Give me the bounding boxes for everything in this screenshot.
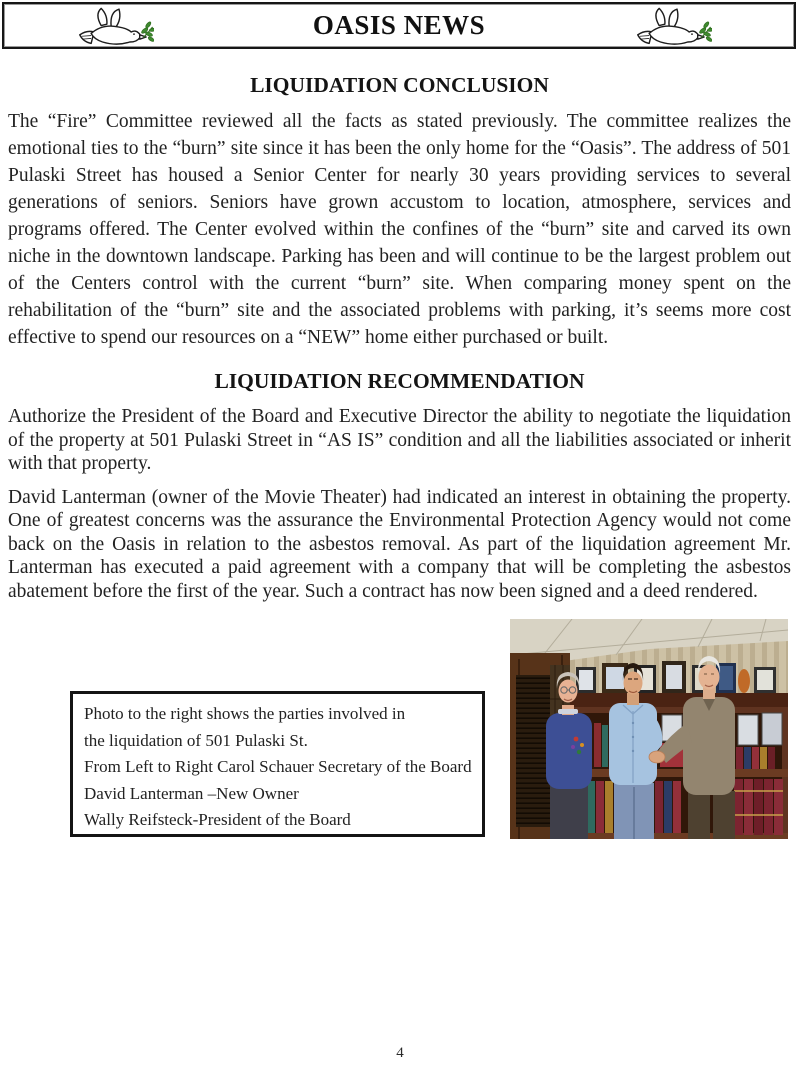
section-heading-liquidation-recommendation: LIQUIDATION RECOMMENDATION xyxy=(214,369,585,393)
section-heading-liquidation-conclusion: LIQUIDATION CONCLUSION xyxy=(250,73,549,97)
article-body xyxy=(8,62,791,603)
photo-caption-box xyxy=(70,691,485,837)
newsletter-title: OASIS NEWS xyxy=(312,10,486,40)
caption-line: Wally Reifsteck-President of the Board xyxy=(84,810,351,829)
page-number: 4 xyxy=(396,1045,404,1061)
handshake xyxy=(649,751,665,763)
paragraph-recommendation-1: Authorize the President of the Board and Executive Director the ability to negotiate the liquidation of the property at 501 Pulaski Street in “AS IS” condition and all the liabilities associated or inherit with that property. xyxy=(8,406,791,474)
paragraph-recommendation-2: David Lanterman (owner of the Movie Theater) had indicated an interest in obtaining the property. One of greatest concerns was the assurance the Environmental Protection Agency would not come back on the Oasis in relation to the asbestos removal. As part of the liquidation agreement Mr. Lanterman has executed a paid agreement with a company that will be completing the asbestos abatement before the first of the year. Such a contract has now been signed and a deed rendered. xyxy=(8,486,791,602)
dove-olive-branch-icon xyxy=(74,6,154,48)
page-footer xyxy=(0,1045,800,1062)
caption-line: From Left to Right Carol Schauer Secretary of the Board xyxy=(84,757,472,776)
caption-line: the liquidation of 501 Pulaski St. xyxy=(84,730,308,750)
group-photo xyxy=(510,619,788,839)
paragraph-conclusion: The “Fire” Committee reviewed all the facts as stated previously. The committee realizes the emotional ties to the “burn” site since it has been the only home for the “Oasis”. The address of 501 Pulaski Street has housed a Senior Center for nearly 30 years providing services to several generations of seniors. Seniors have grown accustom to location, atmosphere, services and programs offered. The Center evolved within the confines of the “burn” site and carved its own niche in the downtown landscape. Parking has been and will continue to be the largest problem out of the Centers control with the current “burn” site. When comparing money spent on the rehabilitation of the “burn” site and the associated problems with parking, it’s seems more cost effective to spend our resources on a “NEW” home either purchased or built. xyxy=(8,111,791,348)
masthead xyxy=(2,2,796,49)
caption-line: Photo to the right shows the parties involved in xyxy=(84,704,406,723)
dove-olive-branch-icon xyxy=(632,6,712,48)
caption-line: David Lanterman –New Owner xyxy=(84,783,299,803)
